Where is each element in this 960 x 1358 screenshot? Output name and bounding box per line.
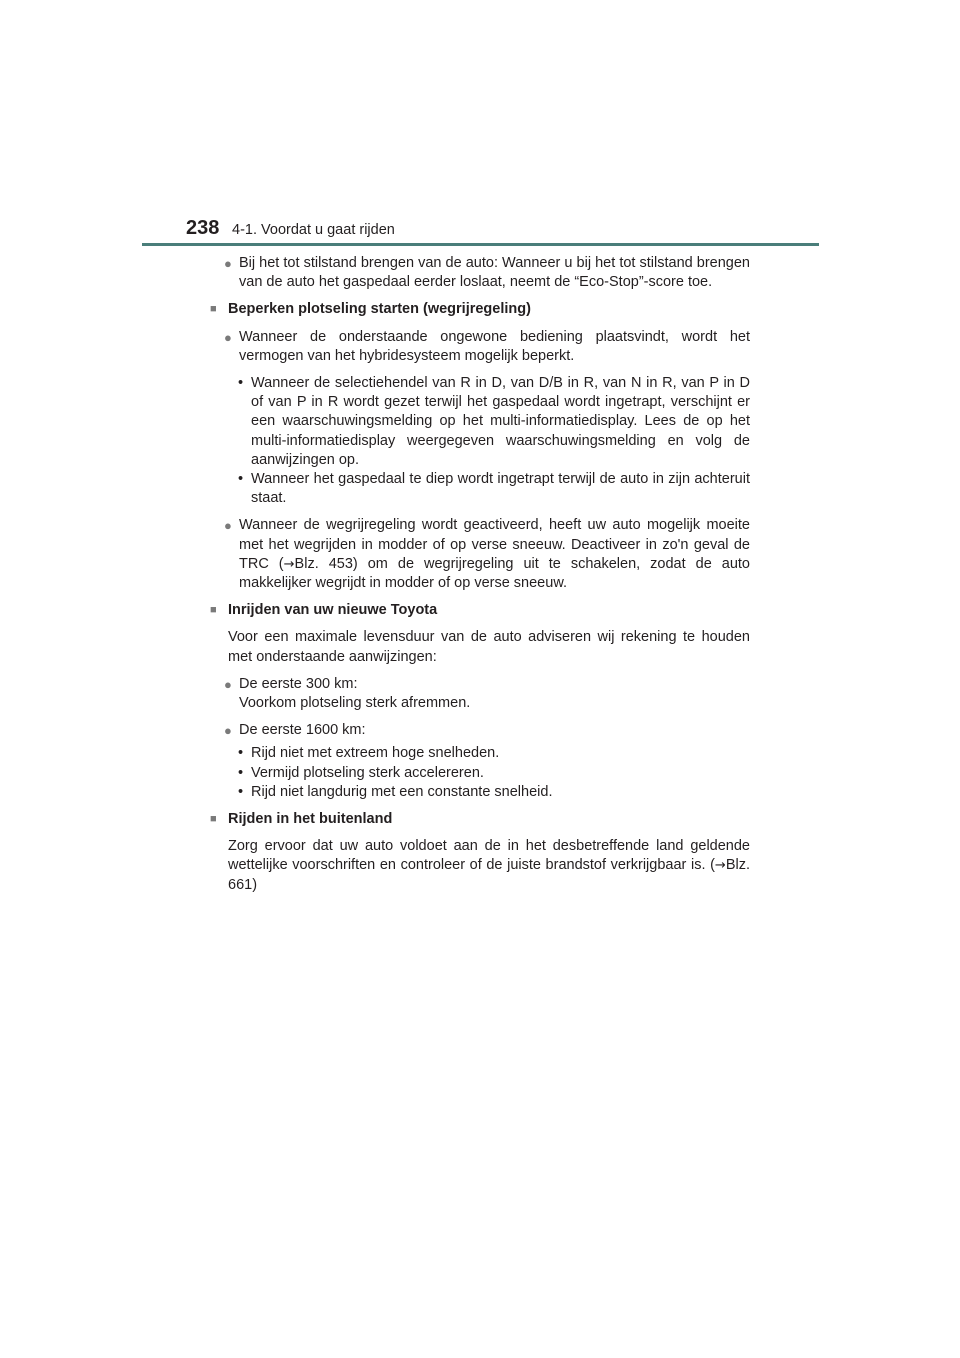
section-marker: ■ xyxy=(210,303,217,316)
section-marker: ■ xyxy=(210,604,217,617)
section-heading-buitenland xyxy=(210,810,750,829)
bullet-marker: ● xyxy=(224,676,232,692)
dot-item xyxy=(210,374,750,470)
bullet-text: Bij het tot stilstand brengen van de auto: Wanneer u bij het tot stilstand brengen van de auto het gaspedaal eerder loslaat, neemt de “Eco-Stop”-score toe. xyxy=(239,255,750,291)
section-heading-inrijden xyxy=(210,601,750,620)
dot-item xyxy=(210,470,750,508)
bullet-text-line2: Voorkom plotseling sterk afremmen. xyxy=(239,695,471,712)
dot-marker: • xyxy=(238,783,244,800)
bullet-text-after: Blz. 453) om de wegrijregeling uit te schakelen, zodat de auto makkelijker wegrijdt in modder of op verse sneeuw. xyxy=(239,555,750,592)
paragraph-buitenland xyxy=(210,837,750,895)
section-heading-text: Beperken plotseling starten (wegrijregeling) xyxy=(228,301,531,318)
paragraph-inrijden-intro: Voor een maximale levensduur van de auto adviseren wij rekening te houden met onderstaande aanwijzingen: xyxy=(228,629,750,665)
bullet-marker: ● xyxy=(224,329,232,345)
paragraph-text-after: Blz. 661) xyxy=(228,857,750,893)
section-title: 4-1. Voordat u gaat rijden xyxy=(232,222,395,238)
bullet-text: De eerste 300 km: xyxy=(239,675,358,692)
bullet-item-1600km xyxy=(210,721,750,740)
dot-marker: • xyxy=(238,375,244,392)
bullet-text: De eerste 1600 km: xyxy=(239,722,366,739)
bullet-item-vermogen-beperkt xyxy=(210,328,750,366)
page-number: 238 xyxy=(186,217,220,239)
bullet-text: Wanneer de onderstaande ongewone bediening plaatsvindt, wordt het vermogen van het hybridesysteem mogelijk beperkt. xyxy=(239,328,750,364)
bullet-text: Wanneer de wegrijregeling wordt geactiveerd, heeft uw auto mogelijk moeite met het wegrijden in modder of op verse sneeuw. Deactiveer in zo'n geval de TRC ( xyxy=(239,517,750,572)
dot-item xyxy=(210,744,750,763)
dot-list-wegrijregeling xyxy=(210,374,750,508)
section-marker: ■ xyxy=(210,813,217,826)
dot-item xyxy=(210,783,750,802)
dot-marker: • xyxy=(238,764,244,781)
section-heading-text: Inrijden van uw nieuwe Toyota xyxy=(228,602,438,619)
header-rule xyxy=(142,243,819,246)
dot-item xyxy=(210,764,750,783)
section-heading-wegrijregeling xyxy=(210,300,750,319)
dot-marker: • xyxy=(238,745,244,762)
bullet-marker: ● xyxy=(224,723,232,739)
page-header xyxy=(0,0,960,250)
bullet-marker: ● xyxy=(224,518,232,534)
bullet-item-trc xyxy=(210,516,750,593)
arrow-reference-icon: → xyxy=(283,556,295,572)
dot-marker: • xyxy=(238,471,244,488)
page-content xyxy=(210,254,750,903)
arrow-reference-icon: → xyxy=(714,858,726,874)
dot-item-text: Vermijd plotseling sterk accelereren. xyxy=(251,764,484,781)
bullet-marker: ● xyxy=(224,256,232,271)
dot-item-text: Rijd niet met extreem hoge snelheden. xyxy=(251,745,500,762)
dot-item-text: Rijd niet langdurig met een constante snelheid. xyxy=(251,783,553,800)
bullet-item-eco-stop xyxy=(210,254,750,292)
paragraph-text: Zorg ervoor dat uw auto voldoet aan de in het desbetreffende land geldende wettelijke voorschriften en controleer of de juiste brandstof verkrijgbaar is. ( xyxy=(228,838,750,874)
dot-item-text: Wanneer de selectiehendel van R in D, van D/B in R, van N in R, van P in D of van P in R wordt gezet terwijl het gaspedaal wordt ingetrapt, verschijnt er een waarschuwingsmelding op het multi-informatiedisplay. Lees de op het multi-informatiedisplay weergegeven waarschuwingsmelding en volg de aanwijzingen op. xyxy=(251,375,750,468)
section-heading-text: Rijden in het buitenland xyxy=(228,811,393,828)
dot-item-text: Wanneer het gaspedaal te diep wordt ingetrapt terwijl de auto in zijn achteruit staat. xyxy=(251,471,750,507)
dot-list-inrijden xyxy=(210,744,750,802)
bullet-item-300km xyxy=(210,675,750,713)
